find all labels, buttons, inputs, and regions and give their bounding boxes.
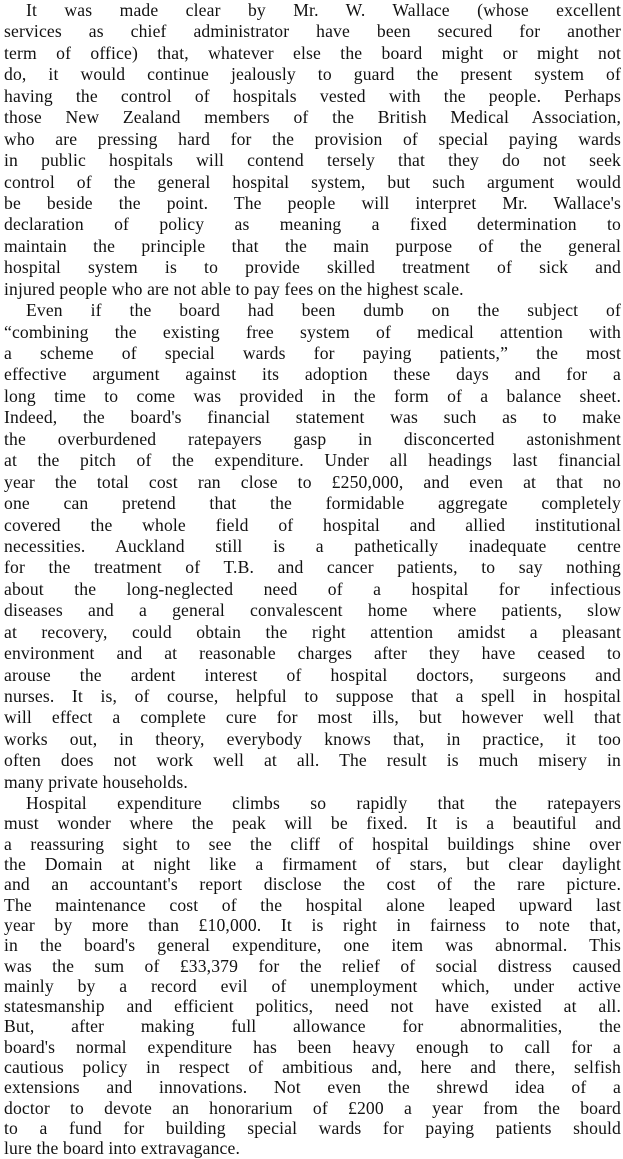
newspaper-article [4,0,621,1159]
text-line: Indeed, the board's financial statement was such as to make [4,407,621,428]
text-line: control of the general hospital system, but such argument would [4,171,621,192]
text-line: and an accountant's report disclose the cost of the rare picture. [4,874,621,895]
text-line: year the total cost ran close to £250,000, and even at that no [4,471,621,492]
text-line: injured people who are not able to pay fees on the highest scale. [4,278,464,299]
text-line: do, it would continue jealously to guard the present system of [4,64,621,85]
text-line: statesmanship and efficient politics, need not have existed at all. [4,996,621,1017]
text-line: about the long-neglected need of a hospital for infectious [4,578,621,599]
text-line: the overburdened ratepayers gasp in disconcerted astonishment [4,428,621,449]
text-line: term of office) that, whatever else the board might or might not [4,42,621,63]
text-line: who are pressing hard for the provision of special paying wards [4,128,621,149]
text-line: works out, in theory, everybody knows that, in practice, it too [4,728,621,749]
text-line: environment and at reasonable charges after they have ceased to [4,643,621,664]
text-line: lure the board into extravagance. [4,1138,241,1159]
text-line: many private households. [4,771,188,792]
text-line: a reassuring sight to see the cliff of hospital buildings shine over [4,833,621,854]
text-line: in the board's general expenditure, one item was abnormal. This [4,935,621,956]
text-line: diseases and a general convalescent home where patients, slow [4,600,621,621]
text-line: declaration of policy as meaning a fixed determination to [4,214,621,235]
text-line: arouse the ardent interest of hospital doctors, surgeons and [4,664,621,685]
text-line: one can pretend that the formidable aggregate completely [4,493,621,514]
text-line: long time to come was provided in the form of a balance sheet. [4,385,621,406]
text-line: covered the whole field of hospital and allied institutional [4,514,621,535]
text-line: to a fund for building special wards for paying patients should [4,1117,621,1138]
text-line: board's normal expenditure has been heavy enough to call for a [4,1036,621,1057]
text-line: at the pitch of the expenditure. Under all headings last financial [4,450,621,471]
text-line: Even if the board had been dumb on the subject of [26,300,621,321]
text-line: It was made clear by Mr. W. Wallace (whose excellent [26,0,621,20]
text-line: must wonder where the peak will be fixed. It is a beautiful and [4,813,621,834]
text-line: was the sum of £33,379 for the relief of social distress caused [4,955,621,976]
text-line: be beside the point. The people will interpret Mr. Wallace's [4,192,621,213]
text-line: doctor to devote an honorarium of £200 a year from the board [4,1097,621,1118]
text-line: But, after making full allowance for abnormalities, the [4,1016,621,1037]
text-line: “combining the existing free system of medical attention with [4,321,621,342]
text-line: will effect a complete cure for most ills, but however well that [4,707,621,728]
text-line: maintain the principle that the main purpose of the general [4,235,621,256]
text-line: at recovery, could obtain the right attention amidst a pleasant [4,621,621,642]
text-line: Hospital expenditure climbs so rapidly that the ratepayers [26,793,621,814]
paragraph-wallace-policy [4,0,621,300]
text-line: nurses. It is, of course, helpful to suppose that a spell in hospital [4,686,621,706]
text-line: a scheme of special wards for paying patients,” the most [4,343,621,363]
text-line: the Domain at night like a firmament of stars, but clear daylight [4,854,621,875]
text-line: often does not work well at all. The result is much misery in [4,750,621,771]
text-line: hospital system is to provide skilled treatment of sick and [4,257,621,278]
text-line: The maintenance cost of the hospital alone leaped upward last [4,894,621,915]
text-line: for the treatment of T.B. and cancer patients, to say nothing [4,557,621,578]
text-line: services as chief administrator have been secured for another [4,21,621,42]
paragraph-hospital-expenditure [4,793,621,1158]
text-line: effective argument against its adoption these days and for a [4,364,621,385]
text-line: having the control of hospitals vested with the people. Perhaps [4,85,621,106]
text-line: cautious policy in respect of ambitious and, here and there, selfish [4,1057,621,1078]
text-line: necessities. Auckland still is a pathetically inadequate centre [4,535,621,556]
text-line: mainly by a record evil of unemployment which, under active [4,975,621,996]
text-line: year by more than £10,000. It is right in fairness to note that, [4,914,621,935]
text-line: in public hospitals will contend tersely that they do not seek [4,150,621,171]
text-line: extensions and innovations. Not even the shrewd idea of a [4,1077,621,1098]
paragraph-balance-sheet [4,300,621,793]
text-line: those New Zealand members of the British Medical Association, [4,107,621,128]
